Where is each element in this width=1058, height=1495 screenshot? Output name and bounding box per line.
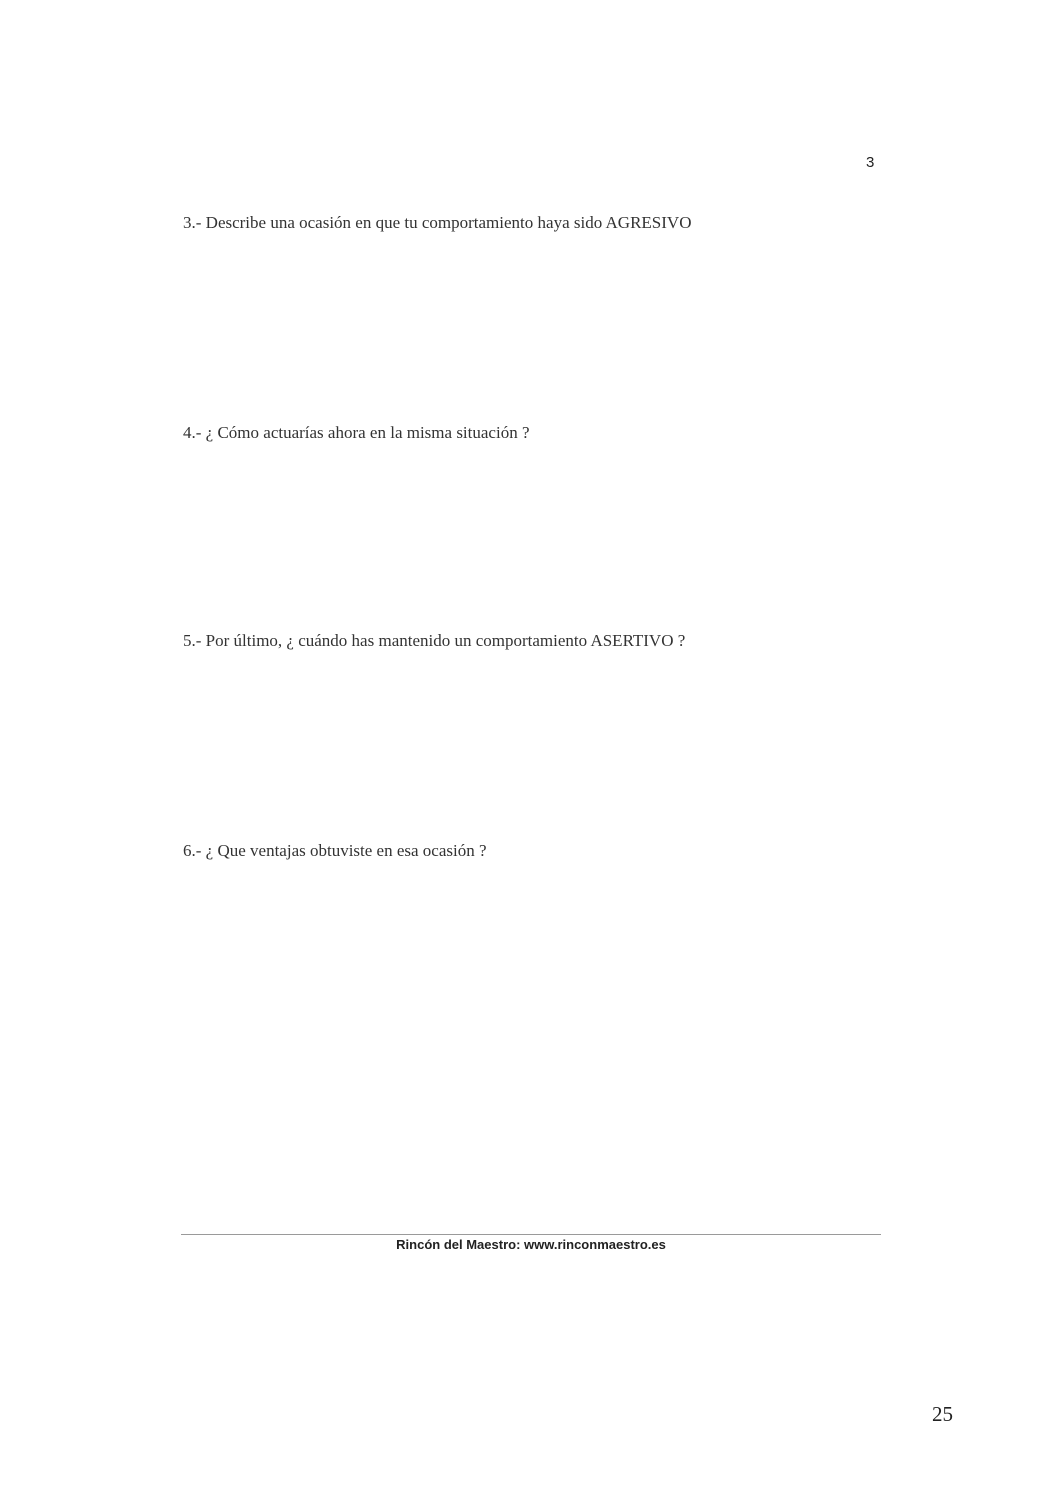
question-4: 4.- ¿ Cómo actuarías ahora en la misma situación ? bbox=[183, 423, 530, 442]
footer-text: Rincón del Maestro: www.rinconmaestro.es bbox=[396, 1237, 666, 1252]
question-3: 3.- Describe una ocasión en que tu comportamiento haya sido AGRESIVO bbox=[183, 213, 692, 232]
page-number: 25 bbox=[932, 1402, 953, 1426]
footer-divider bbox=[181, 1234, 881, 1235]
question-5: 5.- Por último, ¿ cuándo has mantenido un comportamiento ASERTIVO ? bbox=[183, 631, 686, 650]
question-6: 6.- ¿ Que ventajas obtuviste en esa ocasión ? bbox=[183, 841, 487, 860]
section-number: 3 bbox=[866, 154, 875, 171]
